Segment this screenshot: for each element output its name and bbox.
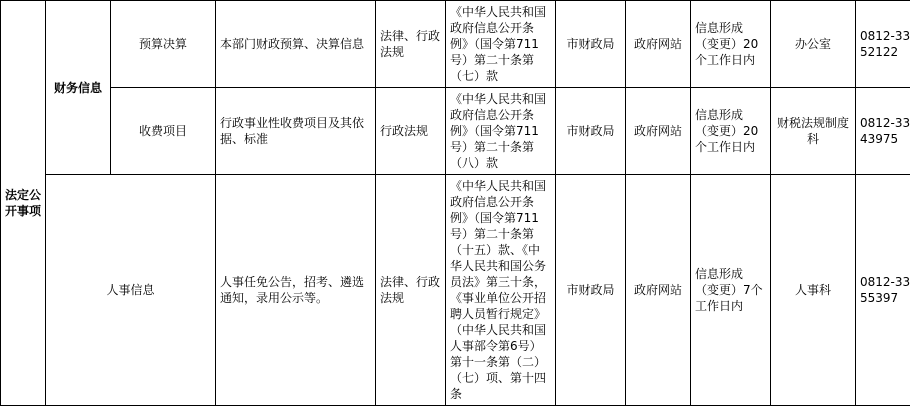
cell-regulations: 《中华人民共和国政府信息公开条例》（国令第711号）第二十条第（八）款 <box>446 88 556 175</box>
cell-item: 人事信息 <box>46 175 216 406</box>
cell-channel: 政府网站 <box>626 1 691 88</box>
cell-phone: 0812-3355397 <box>856 175 910 406</box>
cell-basis: 行政法规 <box>376 88 446 175</box>
cell-department: 办公室 <box>771 1 856 88</box>
cell-department: 人事科 <box>771 175 856 406</box>
cell-content: 行政事业性收费项目及其依据、标准 <box>216 88 376 175</box>
cell-regulations: 《中华人民共和国政府信息公开条例》（国令第711号）第二十条第（七）款 <box>446 1 556 88</box>
cell-phone: 0812-3352122 <box>856 1 910 88</box>
cell-time: 信息形成（变更）20个工作日内 <box>691 88 771 175</box>
cell-content: 人事任免公告，招考、遴选通知，录用公示等。 <box>216 175 376 406</box>
cell-time: 信息形成（变更）7个工作日内 <box>691 175 771 406</box>
cell-regulations: 《中华人民共和国政府信息公开条例》（国令第711号）第二十条第（十五）款、《中华人民共和国公务员法》第三十条，《事业单位公开招聘人员暂行规定》（中华人民共和国人事部令第6号）第十一条第（二）（七）项、第十四条 <box>446 175 556 406</box>
cell-item: 预算决算 <box>111 1 216 88</box>
cell-maker: 市财政局 <box>556 175 626 406</box>
cell-maker: 市财政局 <box>556 88 626 175</box>
cell-content: 本部门财政预算、决算信息 <box>216 1 376 88</box>
cell-basis: 法律、行政法规 <box>376 175 446 406</box>
cell-group: 财务信息 <box>46 1 111 175</box>
table-row <box>1 1 910 88</box>
cell-phone: 0812-3343975 <box>856 88 910 175</box>
table-row <box>1 175 910 406</box>
cell-category: 法定公开事项 <box>1 1 46 406</box>
cell-item: 收费项目 <box>111 88 216 175</box>
cell-department: 财税法规制度科 <box>771 88 856 175</box>
table-row <box>1 88 910 175</box>
cell-maker: 市财政局 <box>556 1 626 88</box>
cell-basis: 法律、行政法规 <box>376 1 446 88</box>
cell-time: 信息形成（变更）20个工作日内 <box>691 1 771 88</box>
cell-channel: 政府网站 <box>626 175 691 406</box>
cell-channel: 政府网站 <box>626 88 691 175</box>
